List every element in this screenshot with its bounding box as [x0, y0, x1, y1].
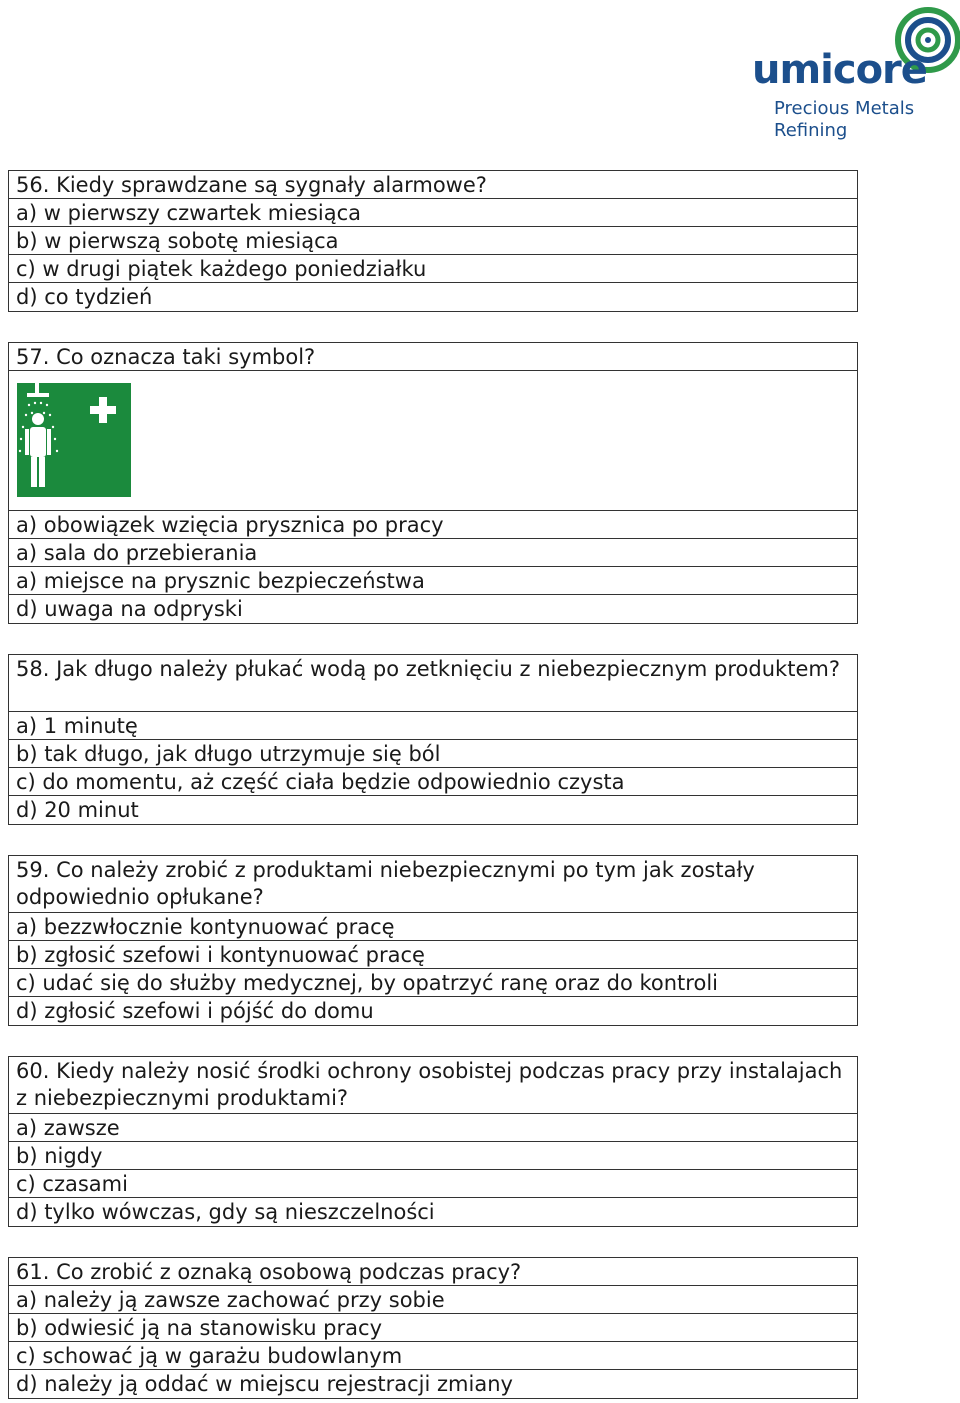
question-text: 59. Co należy zrobić z produktami niebezpiecznymi po tym jak zostały odpowiednio opłukane?: [9, 856, 857, 913]
answer-a-2: a) sala do przebierania: [9, 539, 857, 567]
question-block-59: [8, 855, 858, 1026]
question-text: 57. Co oznacza taki symbol?: [9, 343, 857, 371]
answer-c: c) czasami: [9, 1170, 857, 1198]
answer-d: d) 20 minut: [16, 798, 139, 822]
answer-a: a) należy ją zawsze zachować przy sobie: [9, 1286, 857, 1314]
answer-c: c) w drugi piątek każdego poniedziałku: [9, 255, 857, 283]
answer-a: a) w pierwszy czwartek miesiąca: [9, 199, 857, 227]
answer-a: a) obowiązek wzięcia prysznica po pracy: [9, 511, 857, 539]
emergency-shower-sign-icon: [17, 383, 131, 497]
question-text: 58. Jak długo należy płukać wodą po zetknięciu z niebezpiecznym produktem?: [9, 655, 857, 712]
logo-brand: umicore: [752, 47, 927, 93]
answer-d: d) należy ją oddać w miejscu rejestracji zmiany: [16, 1372, 513, 1396]
answer-a: a) bezzwłocznie kontynuować pracę: [9, 913, 857, 941]
umicore-logo: [748, 4, 960, 144]
question-block-61: [8, 1257, 858, 1399]
logo-subtitle-2: Refining: [774, 120, 848, 141]
answer-d: d) zgłosić szefowi i pójść do domu: [16, 999, 374, 1023]
logo-subtitle-1: Precious Metals: [774, 98, 915, 119]
answer-d: d) uwaga na odpryski: [16, 597, 243, 621]
question-text: 60. Kiedy należy nosić środki ochrony osobistej podczas pracy przy instalajach z niebezpiecznymi produktami?: [9, 1057, 857, 1114]
answer-b: b) odwiesić ją na stanowisku pracy: [9, 1314, 857, 1342]
answer-d: d) co tydzień: [16, 285, 153, 309]
answer-c: c) udać się do służby medycznej, by opatrzyć ranę oraz do kontroli: [9, 969, 857, 997]
answer-b: b) nigdy: [9, 1142, 857, 1170]
question-block-60: [8, 1056, 858, 1227]
answer-a: a) zawsze: [9, 1114, 857, 1142]
question-text: 56. Kiedy sprawdzane są sygnały alarmowe?: [9, 171, 857, 199]
answer-d: d) tylko wówczas, gdy są nieszczelności: [16, 1200, 435, 1224]
answer-a-3: a) miejsce na prysznic bezpieczeństwa: [9, 567, 857, 595]
question-block-57: [8, 342, 858, 624]
symbol-cell: [9, 371, 857, 511]
question-block-58: [8, 654, 858, 825]
answer-b: b) tak długo, jak długo utrzymuje się ból: [9, 740, 857, 768]
question-block-56: [8, 170, 858, 312]
answer-c: c) do momentu, aż część ciała będzie odpowiednio czysta: [9, 768, 857, 796]
answer-b: b) w pierwszą sobotę miesiąca: [9, 227, 857, 255]
answer-c: c) schować ją w garażu budowlanym: [9, 1342, 857, 1370]
answer-a: a) 1 minutę: [9, 712, 857, 740]
answer-b: b) zgłosić szefowi i kontynuować pracę: [9, 941, 857, 969]
question-text: 61. Co zrobić z oznaką osobową podczas pracy?: [9, 1258, 857, 1286]
